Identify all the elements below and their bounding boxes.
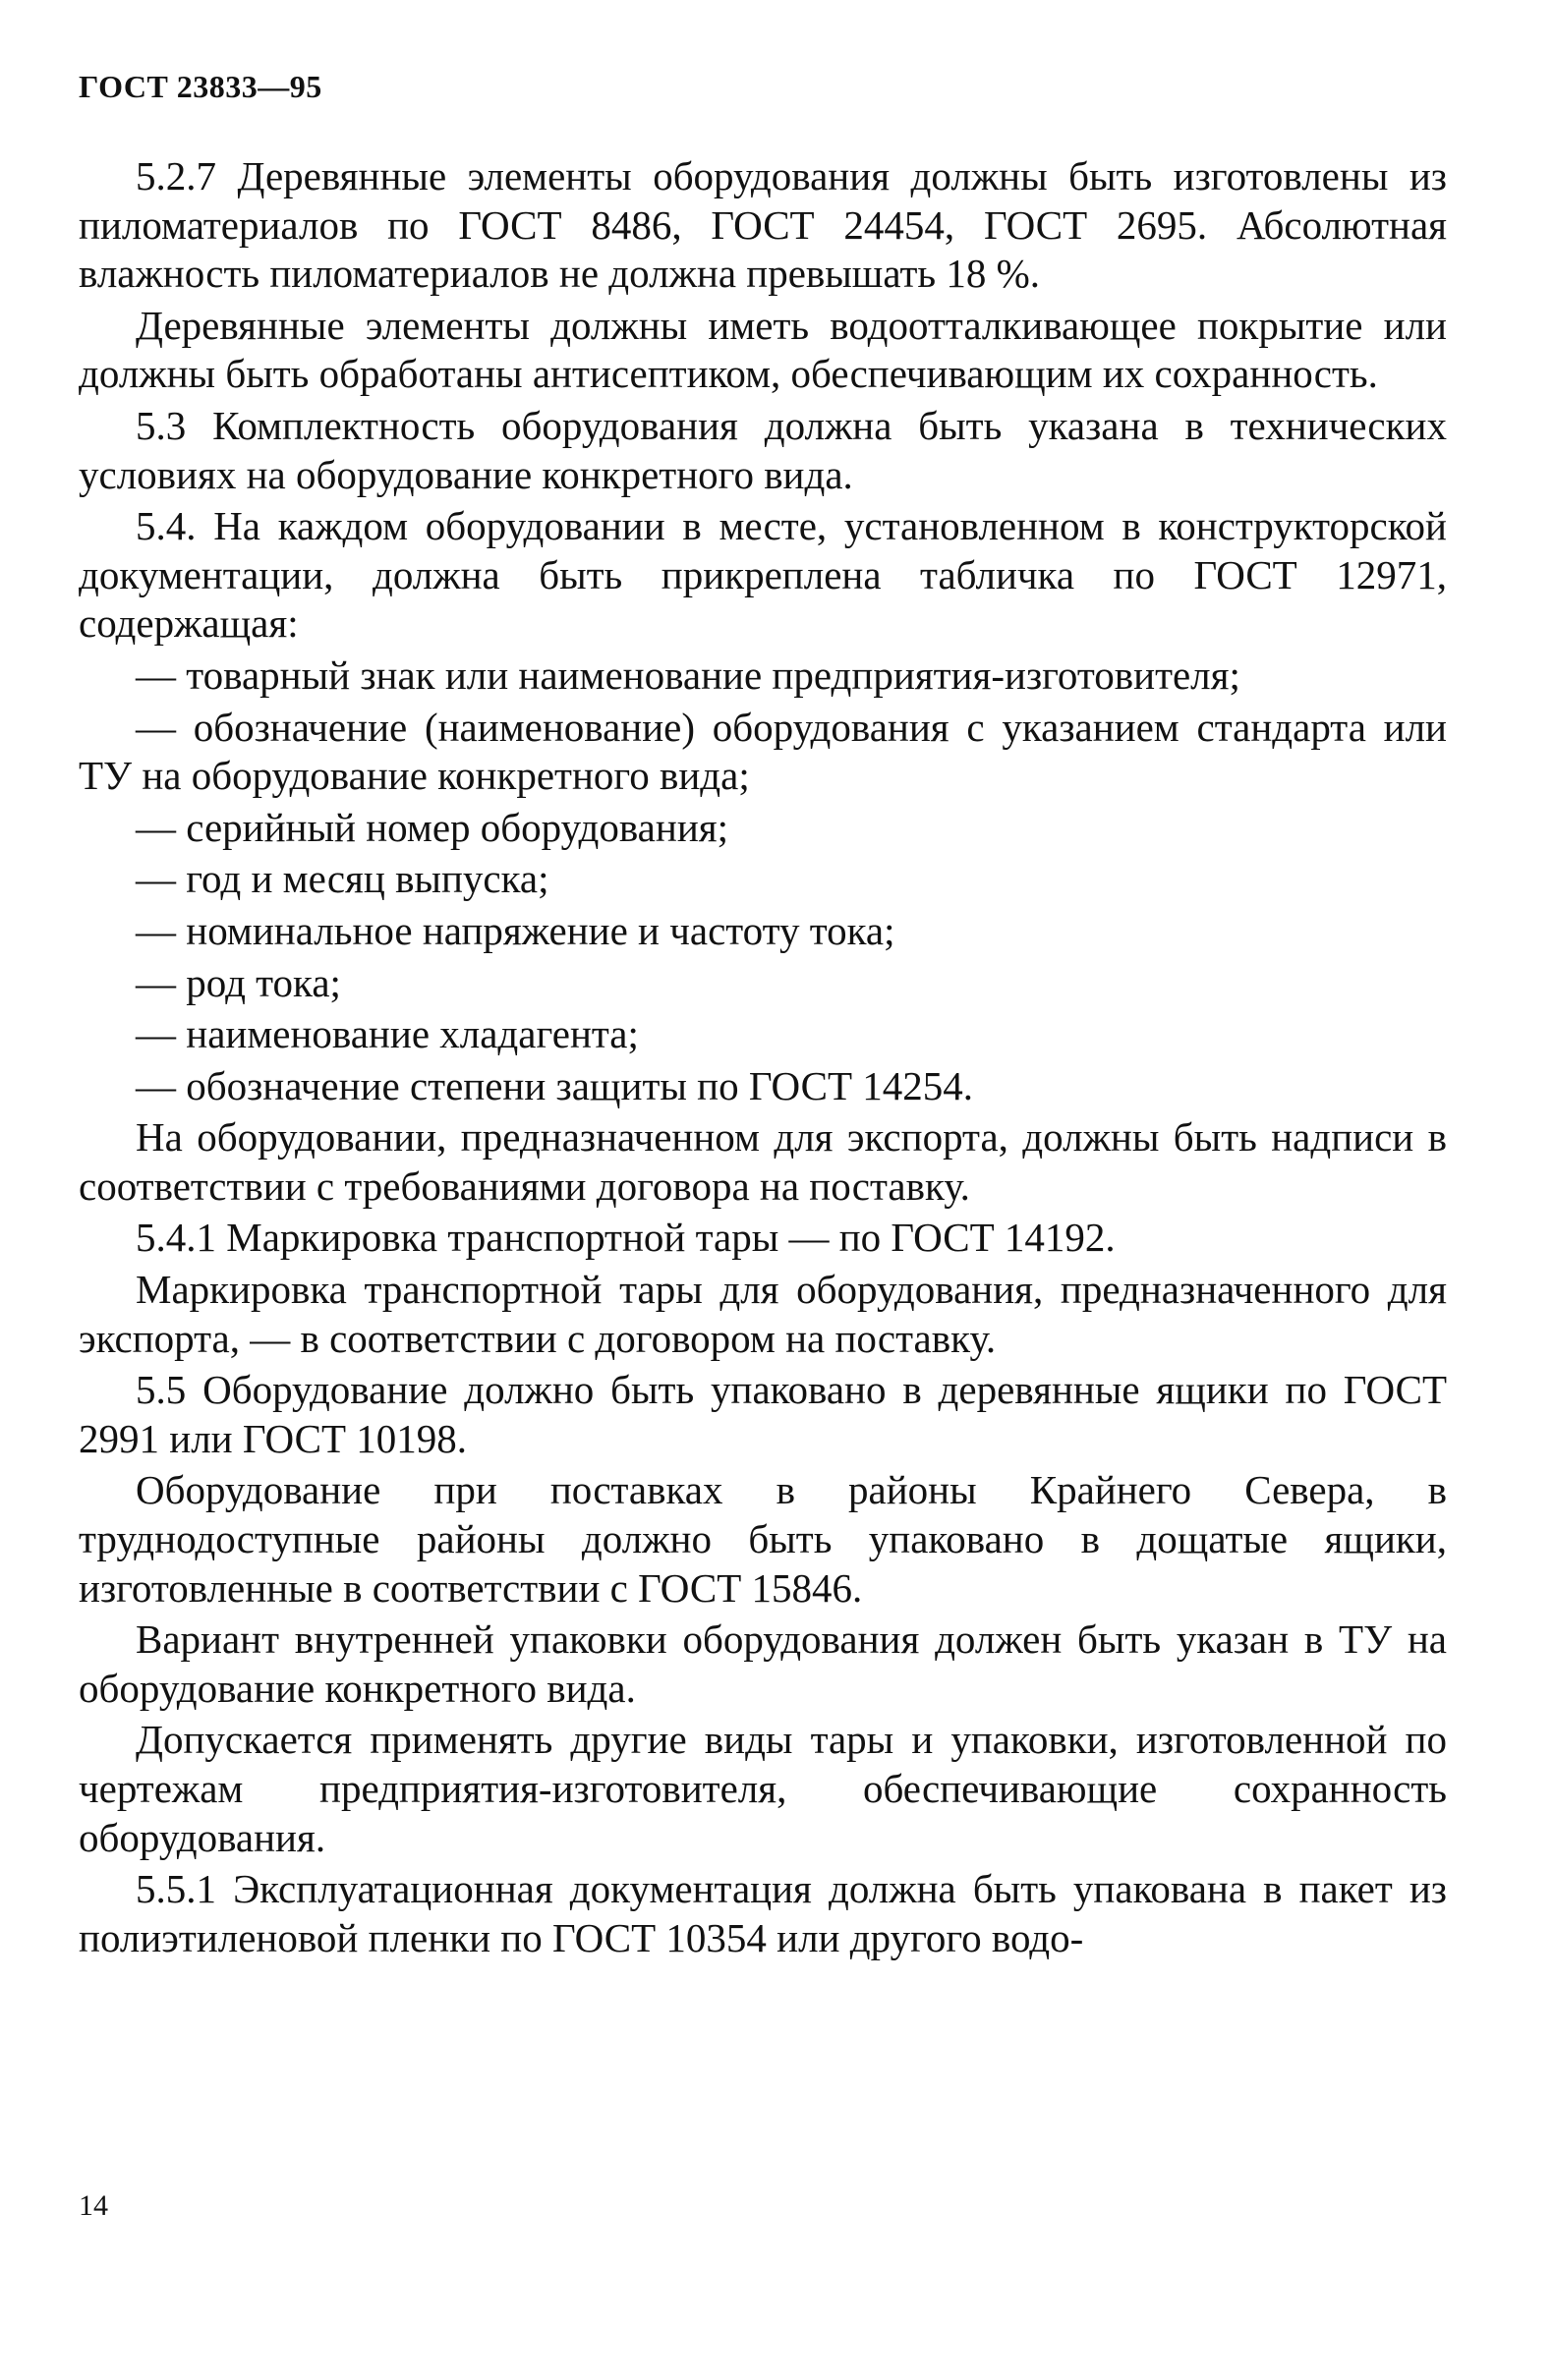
paragraph-5-4: 5.4. На каждом оборудовании в месте, установленном в конструкторской документации, должна быть прикреплена табличка по ГОСТ 12971, содержащая: — [79, 503, 1447, 647]
list-item: — обозначение (наименование) оборудования с указанием стандарта или ТУ на оборудование конкретного вида; — [79, 704, 1447, 799]
list-item: — обозначение степени защиты по ГОСТ 14254. — [136, 1062, 974, 1108]
paragraph-export-marking: Маркировка транспортной тары для оборудования, предназначенного для экспорта, — в соответствии с договором на поставку. — [79, 1267, 1447, 1361]
paragraph-export-labels: На оборудовании, предназначенном для экспорта, должны быть надписи в соответствии с требованиями договора на поставку. — [79, 1114, 1447, 1209]
paragraph-wood-coating: Деревянные элементы должны иметь водоотталкивающее покрытие или должны быть обработаны антисептиком, обеспечивающим их сохранность. — [79, 302, 1447, 397]
paragraph-north-delivery: Оборудование при поставках в районы Крайнего Севера, в труднодоступные районы должно быть упаковано в дощатые ящики, изготовленные в соответствии с ГОСТ 15846. — [79, 1467, 1447, 1611]
paragraph-inner-packing: Вариант внутренней упаковки оборудования должен быть указан в ТУ на оборудование конкретного вида. — [79, 1616, 1447, 1711]
list-item: — товарный знак или наименование предприятия-изготовителя; — [136, 652, 1240, 698]
paragraph-5-2-7: 5.2.7 Деревянные элементы оборудования должны быть изготовлены из пиломатериалов по ГОСТ 8486, ГОСТ 24454, ГОСТ 2695. Абсолютная влажность пиломатериалов не должна превышать 18 %. — [79, 153, 1447, 297]
paragraph-other-packing: Допускается применять другие виды тары и упаковки, изготовленной по чертежам предприятия-изготовителя, обеспечивающие сохранность оборудования. — [79, 1717, 1447, 1860]
list-item: — серийный номер оборудования; — [136, 804, 729, 850]
running-head: ГОСТ 23833—95 — [79, 69, 322, 104]
paragraph-5-3: 5.3 Комплектность оборудования должна быть указана в технических условиях на оборудование конкретного вида. — [79, 402, 1447, 497]
document-body — [79, 152, 1447, 1965]
paragraph-5-5-1: 5.5.1 Эксплуатационная документация должна быть упакована в пакет из полиэтиленовой пленки по ГОСТ 10354 или другого водо- — [79, 1866, 1447, 1960]
paragraph-5-4-1: 5.4.1 Маркировка транспортной тары — по ГОСТ 14192. — [136, 1215, 1116, 1261]
page-number: 14 — [79, 2189, 108, 2222]
list-item: — род тока; — [136, 959, 341, 1005]
list-item: — наименование хладагента; — [136, 1011, 639, 1057]
list-item: — год и месяц выпуска; — [136, 856, 549, 902]
paragraph-5-5: 5.5 Оборудование должно быть упаковано в деревянные ящики по ГОСТ 2991 или ГОСТ 10198. — [79, 1367, 1447, 1461]
list-item: — номинальное напряжение и частоту тока; — [136, 907, 895, 953]
